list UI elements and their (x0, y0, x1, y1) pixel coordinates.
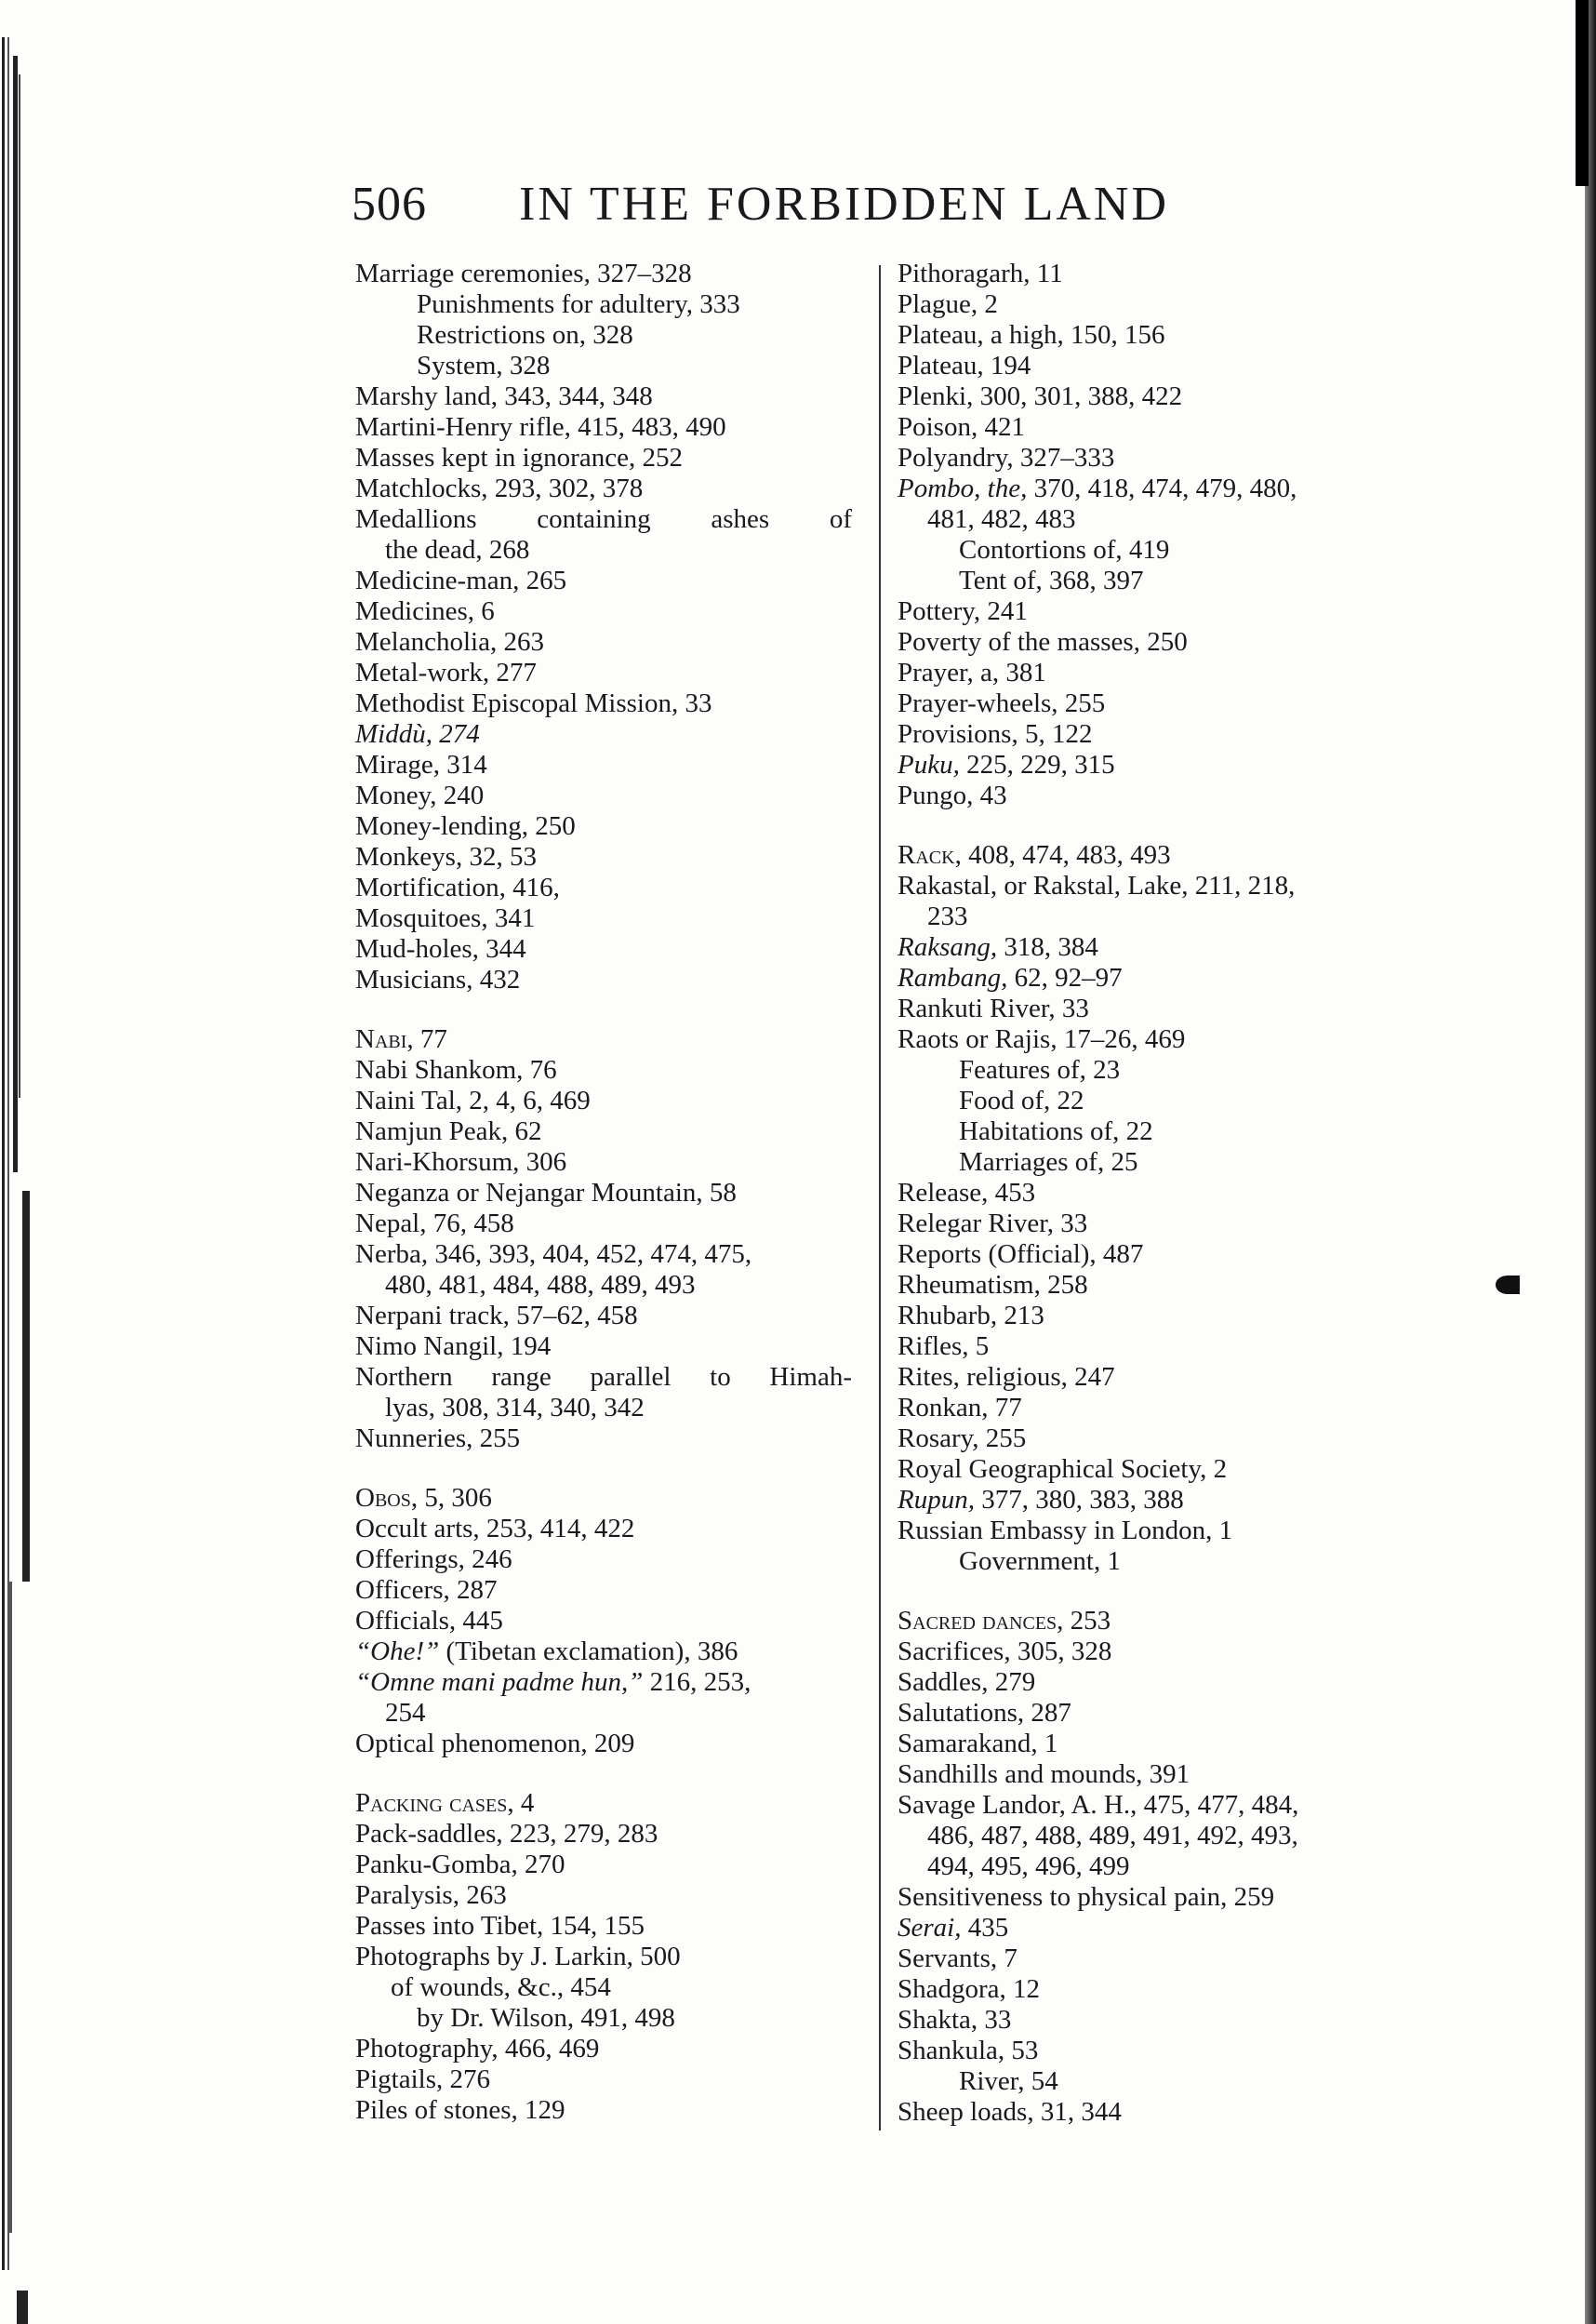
index-entry: Raots or Rajis, 17–26, 469 (898, 1024, 1186, 1054)
index-entry: Savage Landor, A. H., 475, 477, 484, (898, 1790, 1299, 1820)
index-entry: Pithoragarh, 11 (898, 259, 1063, 288)
index-entry: Saddles, 279 (898, 1667, 1036, 1697)
index-entry: Marshy land, 343, 344, 348 (355, 381, 653, 411)
index-entry: Marriage ceremonies, 327–328 (355, 259, 692, 288)
index-entry: Medicine-man, 265 (355, 566, 567, 595)
index-entry: Naini Tal, 2, 4, 6, 469 (355, 1086, 591, 1115)
index-entry-continuation: 254 (385, 1698, 426, 1728)
page-number: 506 (352, 178, 427, 231)
index-entry: Royal Geographical Society, 2 (898, 1454, 1228, 1484)
index-entry: Pigtails, 276 (355, 2064, 491, 2094)
index-entry-continuation: 481, 482, 483 (927, 504, 1076, 534)
page-header (352, 177, 1244, 242)
scan-right-edge (1576, 0, 1596, 2324)
index-entry: Plenki, 300, 301, 388, 422 (898, 381, 1183, 411)
index-entry-continuation: lyas, 308, 314, 340, 342 (385, 1393, 645, 1422)
index-entry: Nerba, 346, 393, 404, 452, 474, 475, (355, 1239, 752, 1269)
index-entry: Packing cases, 4 (355, 1788, 535, 1818)
index-entry: Serai, 435 (898, 1913, 1009, 1943)
index-entry: Nabi, 77 (355, 1024, 447, 1054)
index-subentry: Food of, 22 (959, 1086, 1084, 1115)
index-entry: Matchlocks, 293, 302, 378 (355, 474, 644, 503)
index-subentry: of wounds, &c., 454 (391, 1972, 611, 2002)
index-entry: Piles of stones, 129 (355, 2095, 565, 2125)
index-entry: Money, 240 (355, 781, 485, 810)
index-subentry: Punishments for adultery, 333 (417, 289, 740, 319)
index-entry: Poverty of the masses, 250 (898, 627, 1188, 657)
index-entry: Provisions, 5, 122 (898, 719, 1093, 749)
scan-left-edge (0, 0, 32, 2324)
index-entry: Photographs by J. Larkin, 500 (355, 1942, 681, 1971)
index-entry: Relegar River, 33 (898, 1209, 1088, 1238)
index-entry: Ronkan, 77 (898, 1393, 1022, 1422)
index-entry: “Ohe!” (Tibetan exclamation), 386 (355, 1636, 738, 1666)
index-subentry: Contortions of, 419 (959, 535, 1170, 565)
index-entry: Martini-Henry rifle, 415, 483, 490 (355, 412, 726, 442)
index-entry: Prayer, a, 381 (898, 658, 1046, 688)
index-entry: Officers, 287 (355, 1575, 498, 1605)
index-entry: Medallions containing ashes of (355, 504, 852, 534)
index-subentry: Restrictions on, 328 (417, 320, 633, 350)
index-entry: Middù, 274 (355, 719, 480, 749)
index-entry: Obos, 5, 306 (355, 1483, 492, 1513)
index-entry: Paralysis, 263 (355, 1880, 507, 1910)
index-entry-continuation: 486, 487, 488, 489, 491, 492, 493, (927, 1821, 1298, 1850)
index-entry: Northern range parallel to Himah- (355, 1362, 852, 1392)
index-entry: Pombo, the, 370, 418, 474, 479, 480, (898, 474, 1297, 503)
index-entry: Poison, 421 (898, 412, 1025, 442)
index-entry: Servants, 7 (898, 1943, 1017, 1973)
index-entry: Panku-Gomba, 270 (355, 1850, 565, 1879)
index-entry: Sandhills and mounds, 391 (898, 1759, 1190, 1789)
index-entry: Offerings, 246 (355, 1544, 512, 1574)
index-entry-continuation: 480, 481, 484, 488, 489, 493 (385, 1270, 696, 1300)
index-entry: Rankuti River, 33 (898, 994, 1089, 1023)
index-entry: Nimo Nangil, 194 (355, 1331, 552, 1361)
index-entry: Salutations, 287 (898, 1698, 1071, 1728)
index-entry: Russian Embassy in London, 1 (898, 1516, 1233, 1545)
index-entry: Polyandry, 327–333 (898, 443, 1115, 473)
index-entry: Rakastal, or Rakstal, Lake, 211, 218, (898, 871, 1296, 901)
index-entry: Optical phenomenon, 209 (355, 1729, 635, 1758)
index-entry: Officials, 445 (355, 1606, 503, 1636)
index-subentry: Marriages of, 25 (959, 1147, 1138, 1177)
index-entry: Rhubarb, 213 (898, 1301, 1044, 1330)
index-entry: Reports (Official), 487 (898, 1239, 1144, 1269)
index-entry: Plague, 2 (898, 289, 998, 319)
index-entry: Nari-Khorsum, 306 (355, 1147, 567, 1177)
index-entry: Namjun Peak, 62 (355, 1116, 542, 1146)
index-entry: Pottery, 241 (898, 596, 1028, 626)
index-entry: Passes into Tibet, 154, 155 (355, 1911, 645, 1941)
index-entry: Pungo, 43 (898, 781, 1007, 810)
index-entry: Money-lending, 250 (355, 811, 576, 841)
index-entry: Nepal, 76, 458 (355, 1209, 514, 1238)
index-entry: Mosquitoes, 341 (355, 903, 536, 933)
index-entry: Nabi Shankom, 76 (355, 1055, 557, 1085)
index-entry: Shakta, 33 (898, 2005, 1012, 2035)
index-subentry: Government, 1 (959, 1546, 1121, 1576)
index-entry-continuation: the dead, 268 (385, 535, 530, 565)
index-entry: Methodist Episcopal Mission, 33 (355, 688, 712, 718)
index-entry: Rites, religious, 247 (898, 1362, 1115, 1392)
index-entry: Mirage, 314 (355, 750, 487, 780)
index-entry: Pack-saddles, 223, 279, 283 (355, 1819, 658, 1849)
index-subentry: Tent of, 368, 397 (959, 566, 1144, 595)
index-entry: Shadgora, 12 (898, 1974, 1041, 2004)
index-entry-continuation: 494, 495, 496, 499 (927, 1851, 1130, 1881)
index-entry: Neganza or Nejangar Mountain, 58 (355, 1178, 737, 1208)
index-entry: Masses kept in ignorance, 252 (355, 443, 683, 473)
index-entry: Monkeys, 32, 53 (355, 842, 537, 872)
index-entry: Prayer-wheels, 255 (898, 688, 1106, 718)
index-entry: Photography, 466, 469 (355, 2034, 600, 2064)
index-subentry: River, 54 (959, 2066, 1058, 2096)
column-divider (879, 265, 881, 2130)
index-entry: Plateau, a high, 150, 156 (898, 320, 1165, 350)
index-subentry: Features of, 23 (959, 1055, 1121, 1085)
index-entry: Rheumatism, 258 (898, 1270, 1088, 1300)
index-entry: Mortification, 416, (355, 873, 560, 902)
index-entry: Puku, 225, 229, 315 (898, 750, 1115, 780)
index-subentry: System, 328 (417, 351, 551, 381)
index-entry: Sacred dances, 253 (898, 1606, 1111, 1636)
index-entry: Mud-holes, 344 (355, 934, 526, 964)
index-entry: Melancholia, 263 (355, 627, 544, 657)
index-entry: Rosary, 255 (898, 1423, 1027, 1453)
index-entry: Musicians, 432 (355, 965, 521, 995)
index-entry: Nunneries, 255 (355, 1423, 521, 1453)
index-entry: Rambang, 62, 92–97 (898, 963, 1123, 993)
index-entry: Rack, 408, 474, 483, 493 (898, 840, 1171, 870)
index-entry: Samarakand, 1 (898, 1729, 1058, 1758)
index-entry-continuation: 233 (927, 902, 968, 931)
index-entry: Metal-work, 277 (355, 658, 537, 688)
index-entry: Sheep loads, 31, 344 (898, 2097, 1122, 2127)
index-entry: Sacrifices, 305, 328 (898, 1636, 1112, 1666)
index-entry: Release, 453 (898, 1178, 1036, 1208)
index-entry: Medicines, 6 (355, 596, 495, 626)
index-subentry: by Dr. Wilson, 491, 498 (417, 2003, 675, 2033)
index-entry: Rupun, 377, 380, 383, 388 (898, 1485, 1184, 1515)
index-entry: Occult arts, 253, 414, 422 (355, 1514, 635, 1543)
index-entry: Nerpani track, 57–62, 458 (355, 1301, 638, 1330)
ink-mark (1496, 1276, 1520, 1294)
index-subentry: Habitations of, 22 (959, 1116, 1153, 1146)
index-entry: Plateau, 194 (898, 351, 1031, 381)
index-entry: “Omne mani padme hun,” 216, 253, (355, 1667, 751, 1697)
index-entry: Raksang, 318, 384 (898, 932, 1098, 962)
index-entry: Rifles, 5 (898, 1331, 990, 1361)
running-title: IN THE FORBIDDEN LAND (519, 178, 1170, 231)
index-entry: Sensitiveness to physical pain, 259 (898, 1882, 1275, 1912)
index-entry: Shankula, 53 (898, 2036, 1039, 2065)
